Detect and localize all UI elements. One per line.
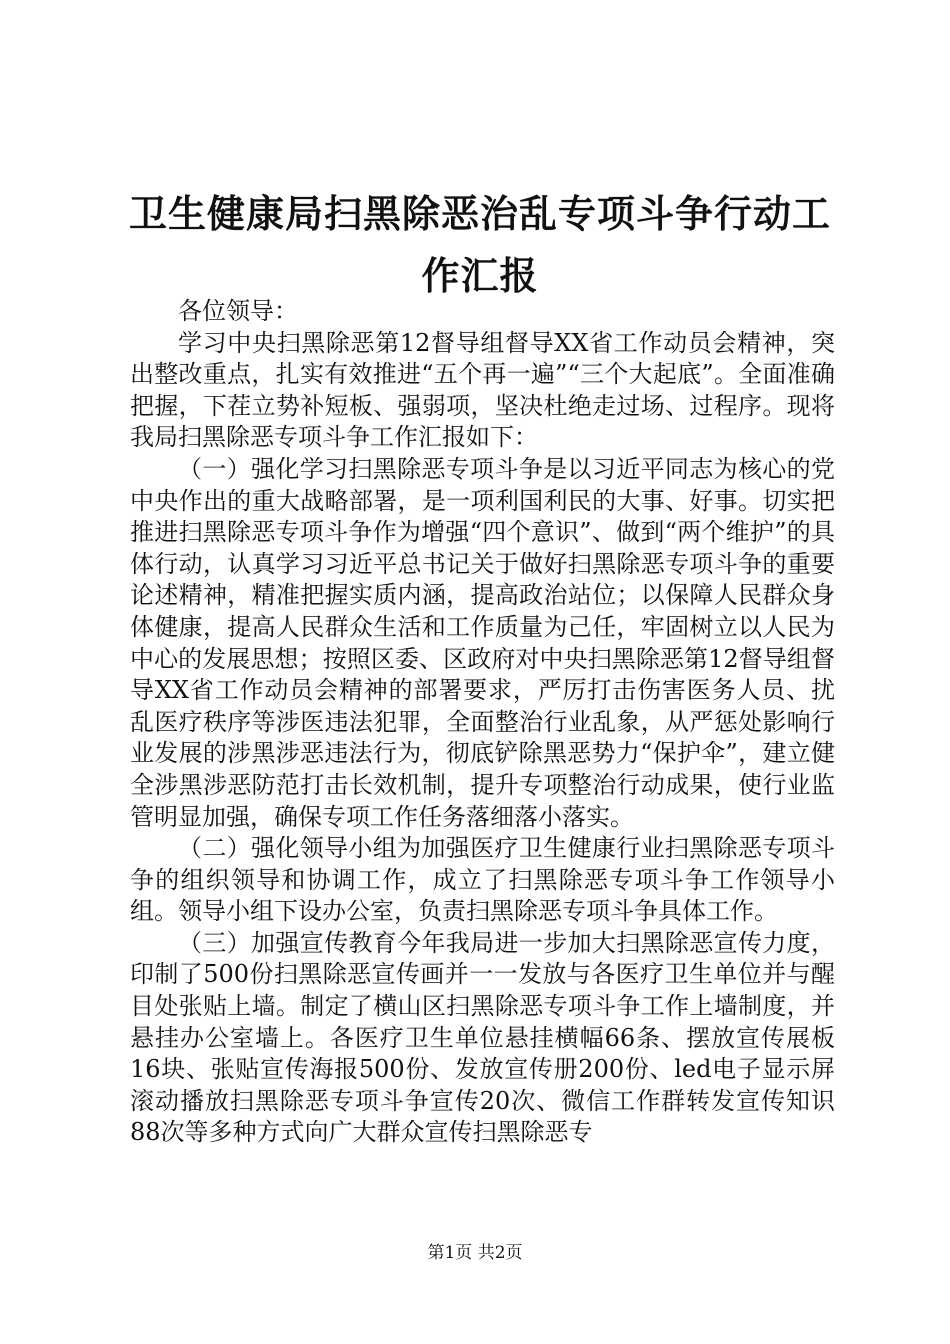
page-number-footer: 第1页 共2页 [427,1243,523,1263]
paragraph-section-1: （一）强化学习扫黑除恶专项斗争是以习近平同志为核心的党中央作出的重大战略部署，是一项利国利民的大事、好事。切实把推进扫黑除恶专项斗争作为增强“四个意识”、做到“两个维护”的具体行动，认真学习习近平总书记关于做好扫黑除恶专项斗争的重要论述精神，精准把握实质内涵，提高政治站位；以保障人民群众身体健康，提高人民群众生活和工作质量为己任，牢固树立以人民为中心的发展思想；按照区委、区政府对中央扫黑除恶第12督导组督导XX省工作动员会精神的部署要求，严厉打击伤害医务人员、扰乱医疗秩序等涉医违法犯罪，全面整治行业乱象，从严惩处影响行业发展的涉黑涉恶违法行为，彻底铲除黑恶势力“保护伞”，建立健全涉黑涉恶防范打击长效机制，提升专项整治行动成果，使行业监管明显加强，确保专项工作任务落细落小落实。 [130,454,835,831]
document-body [130,296,835,1149]
paragraph-intro: 学习中央扫黑除恶第12督导组督导XX省工作动员会精神，突出整改重点，扎实有效推进“五个再一遍”“三个大起底”。全面准确把握，下茬立势补短板、强弱项，坚决杜绝走过场、过程序。现将我局扫黑除恶专项斗争工作汇报如下： [130,328,835,452]
paragraph-section-2: （二）强化领导小组为加强医疗卫生健康行业扫黑除恶专项斗争的组织领导和协调工作，成立了扫黑除恶专项斗争工作领导小组。领导小组下设办公室，负责扫黑除恶专项斗争具体工作。 [130,834,835,926]
salutation: 各位领导： [178,297,298,325]
paragraph-section-3: （三）加强宣传教育今年我局进一步加大扫黑除恶宣传力度，印制了500份扫黑除恶宣传画并一一发放与各医疗卫生单位并与醒目处张贴上墙。制定了横山区扫黑除恶专项斗争工作上墙制度，并悬挂办公室墙上。各医疗卫生单位悬挂横幅66条、摆放宣传展板16块、张贴宣传海报500份、发放宣传册200份、led电子显示屏滚动播放扫黑除恶专项斗争宣传20次、微信工作群转发宣传知识88次等多种方式向广大群众宣传扫黑除恶专 [130,928,835,1147]
document-title: 卫生健康局扫黑除恶治乱专项斗争行动工作汇报 [128,191,831,298]
